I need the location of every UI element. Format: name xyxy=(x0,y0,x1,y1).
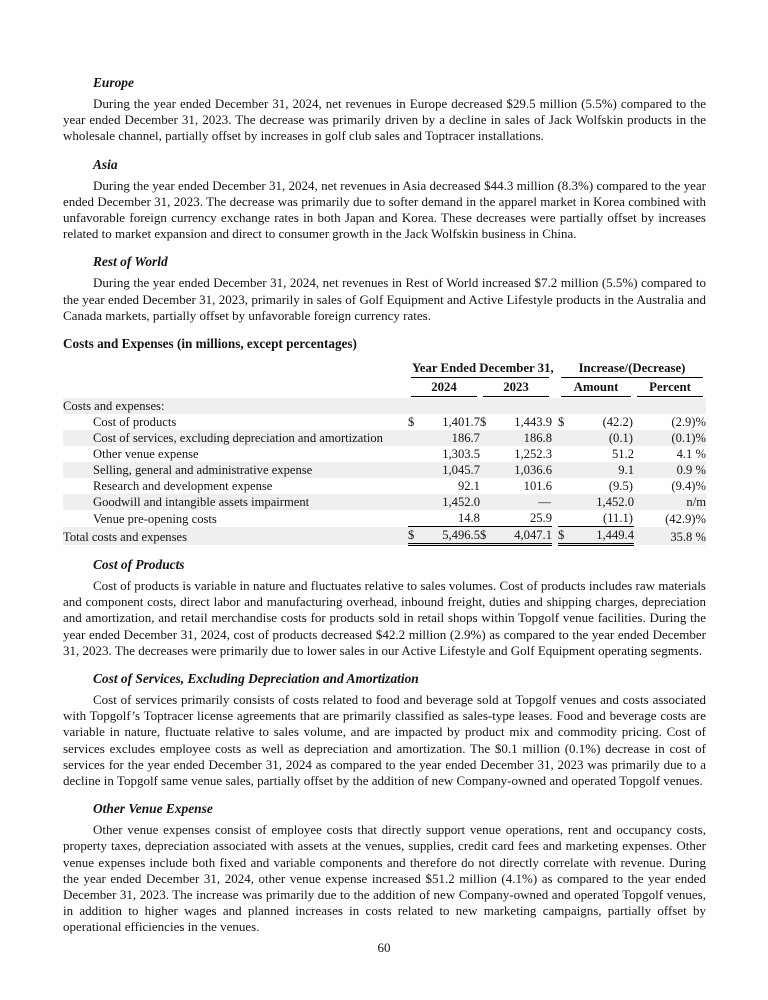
dollar-sign-2023 xyxy=(480,446,496,462)
column-header-2023 xyxy=(480,379,552,398)
section-heading: Cost of Products xyxy=(93,557,185,573)
table-row xyxy=(63,430,706,446)
value-2023: 1,036.6 xyxy=(514,463,552,478)
value-2023: — xyxy=(538,495,551,510)
table-row xyxy=(63,510,706,527)
column-header-percent xyxy=(634,379,706,398)
dollar-sign-amount xyxy=(558,430,574,446)
dollar-sign-amount xyxy=(558,446,574,462)
dollar-sign-2024 xyxy=(408,462,424,478)
section-paragraph: Cost of products is variable in nature and fluctuates relative to sales volumes. Cost of products includes raw materials and component costs, direct labor and manufacturing overhead, inbound freight, duties and shipping charges, depreciation and amortization, and retail merchandise costs for products sold in retail shops within Topgolf venue facilities. During the year ended December 31, 2024, cost of products decreased $42.2 million (2.9%) as compared to the year ended December 31, 2023. The decreases were primarily due to lower sales in our Active Lifestyle and Golf Equipment operating segments. xyxy=(63,578,706,658)
value-amount: 1,452.0 xyxy=(596,495,634,510)
header-group-year-ended xyxy=(408,360,552,379)
section-heading: Europe xyxy=(93,75,134,90)
value-amount: (42.2) xyxy=(602,415,633,430)
section-paragraph: Cost of services primarily consists of costs related to food and beverage sold at Topgolf venues and costs associated with Topgolf’s Toptracer license agreements that are primarily classified as sales-type leases. Food and beverage costs are variable in nature, fluctuate relative to sales volume, and are impacted by product mix and commodity pricing. Cost of services excludes employee costs as well as depreciation and amortization. The $0.1 million (0.1%) decrease in cost of services for the year ended December 31, 2024 as compared to the year ended December 31, 2023 was primarily due to a decline in Topgolf same venue sales, partially offset by the addition of new Company-owned and operated Topgolf venues. xyxy=(63,692,706,789)
dollar-sign-2024: $ xyxy=(407,415,415,430)
dollar-sign-2023 xyxy=(480,494,496,510)
narrative-sections-top xyxy=(63,74,706,324)
value-amount xyxy=(574,398,634,414)
value-2023 xyxy=(496,398,552,414)
value-2024: 1,303.5 xyxy=(442,447,480,462)
row-label: Other venue expense xyxy=(93,447,199,462)
header-year-ended-label: Year Ended December 31, xyxy=(411,361,549,378)
dollar-sign-2024 xyxy=(408,430,424,446)
column-header-percent-label: Percent xyxy=(637,380,703,397)
header-group-increase-decrease xyxy=(558,360,706,379)
dollar-sign-2023 xyxy=(480,510,496,527)
value-2023: 186.8 xyxy=(523,431,552,446)
value-percent: 0.9 % xyxy=(676,463,706,478)
row-label: Cost of services, excluding depreciation and amortization xyxy=(93,431,383,446)
value-percent xyxy=(634,398,706,414)
value-2024: 14.8 xyxy=(424,510,480,527)
value-2024: 1,401.7 xyxy=(442,415,480,430)
value-2023: 1,443.9 xyxy=(514,415,552,430)
row-label: Venue pre-opening costs xyxy=(93,511,217,526)
table-row xyxy=(63,527,706,545)
table-header xyxy=(63,360,706,398)
value-amount: (0.1) xyxy=(608,431,633,446)
value-2024: 5,496.5 xyxy=(424,527,480,545)
dollar-sign-2023 xyxy=(480,398,496,414)
table-row xyxy=(63,446,706,462)
section-europe xyxy=(63,74,706,145)
column-header-amount xyxy=(558,379,634,398)
section-paragraph: Other venue expenses consist of employee costs that directly support venue operations, rent and occupancy costs, property taxes, depreciation associated with assets at the venues, supplies, credit card fees and marketing expenses. Other venue expenses include both fixed and variable components and therefore do not directly correlate with revenue. During the year ended December 31, 2024, other venue expense increased $51.2 million (4.1%) as compared to the year ended December 31, 2023. The increase was primarily due to the addition of new Company-owned and operated Topgolf venues, in addition to higher wages and planned increases in costs related to new marketing campaigns, partially offset by operational efficiencies in the venues. xyxy=(63,822,706,935)
value-2024: 186.7 xyxy=(451,431,480,446)
table-row xyxy=(63,494,706,510)
row-label: Research and development expense xyxy=(93,479,273,494)
value-2024: 1,045.7 xyxy=(442,463,480,478)
dollar-sign-2023 xyxy=(480,478,496,494)
table-row xyxy=(63,414,706,430)
dollar-sign-2023: $ xyxy=(479,415,487,430)
value-2023: 25.9 xyxy=(496,510,552,527)
section-cost-of-services-excluding-depreciation-and-amortization xyxy=(63,670,706,789)
value-amount: (9.5) xyxy=(608,479,633,494)
costs-expenses-table xyxy=(63,360,706,546)
value-percent: n/m xyxy=(686,495,706,510)
dollar-sign-amount xyxy=(558,494,574,510)
row-label: Goodwill and intangible assets impairment xyxy=(93,495,310,510)
table-row xyxy=(63,478,706,494)
row-label: Cost of products xyxy=(93,415,177,430)
value-amount: (11.1) xyxy=(574,510,634,527)
header-columns-row xyxy=(63,379,706,398)
dollar-sign-2023 xyxy=(480,430,496,446)
table-row xyxy=(63,398,706,414)
column-header-2024-label: 2024 xyxy=(411,380,477,397)
value-percent: 35.8 % xyxy=(670,529,706,544)
header-increase-decrease-label: Increase/(Decrease) xyxy=(561,361,703,378)
value-2023: 4,047.1 xyxy=(496,527,552,545)
header-group-row xyxy=(63,360,706,379)
value-percent: (0.1)% xyxy=(671,431,706,446)
dollar-sign-2024 xyxy=(408,446,424,462)
section-rest-of-world xyxy=(63,253,706,324)
dollar-sign-amount xyxy=(558,478,574,494)
dollar-sign-amount: $ xyxy=(558,527,574,545)
section-heading: Asia xyxy=(93,156,118,172)
row-label: Total costs and expenses xyxy=(63,529,187,544)
value-amount: 51.2 xyxy=(611,447,634,462)
dollar-sign-2024 xyxy=(408,494,424,510)
value-2024: 92.1 xyxy=(457,479,480,494)
column-header-amount-label: Amount xyxy=(561,380,631,397)
section-paragraph: During the year ended December 31, 2024, net revenues in Rest of World increased $7.2 million (5.5%) compared to the year ended December 31, 2023, primarily in sales of Golf Equipment and Active Lifestyle products in the Australia and Canada markets, partially offset by unfavorable foreign currency rates. xyxy=(63,275,706,323)
table-row xyxy=(63,462,706,478)
value-2023: 101.6 xyxy=(523,479,552,494)
value-2024: 1,452.0 xyxy=(442,495,480,510)
row-label: Selling, general and administrative expense xyxy=(93,463,313,478)
row-label: Costs and expenses: xyxy=(63,399,165,414)
section-heading: Cost of Services, Excluding Depreciation and Amortization xyxy=(93,671,419,687)
section-heading: Rest of World xyxy=(93,254,168,270)
dollar-sign-amount xyxy=(558,462,574,478)
section-cost-of-products xyxy=(63,556,706,659)
dollar-sign-2024: $ xyxy=(408,527,424,545)
value-2023: 1,252.3 xyxy=(514,447,552,462)
dollar-sign-2024 xyxy=(408,478,424,494)
section-other-venue-expense xyxy=(63,800,706,935)
spacer-cell xyxy=(63,379,408,398)
value-2024 xyxy=(424,398,480,414)
spacer-cell xyxy=(63,360,408,379)
dollar-sign-2024 xyxy=(408,398,424,414)
dollar-sign-amount xyxy=(558,398,574,414)
narrative-sections-bottom xyxy=(63,556,706,936)
column-header-2024 xyxy=(408,379,480,398)
dollar-sign-2023 xyxy=(480,462,496,478)
page-number: 60 xyxy=(377,940,391,955)
value-amount: 9.1 xyxy=(618,463,634,478)
value-amount: 1,449.4 xyxy=(574,527,634,545)
section-heading: Other Venue Expense xyxy=(93,801,213,817)
value-percent: (2.9)% xyxy=(671,415,706,430)
dollar-sign-2024 xyxy=(408,510,424,527)
dollar-sign-2023: $ xyxy=(480,527,496,545)
section-asia xyxy=(63,156,706,243)
dollar-sign-amount xyxy=(558,510,574,527)
value-percent: 4.1 % xyxy=(676,447,706,462)
value-percent: (42.9)% xyxy=(665,511,706,526)
costs-and-expenses-heading: Costs and Expenses (in millions, except percentages) xyxy=(63,336,357,352)
value-percent: (9.4)% xyxy=(671,479,706,494)
column-header-2023-label: 2023 xyxy=(483,380,549,397)
section-paragraph: During the year ended December 31, 2024, net revenues in Europe decreased $29.5 million (5.5%) compared to the year ended December 31, 2023. The decrease was primarily driven by a decline in sales of Jack Wolfskin products in the wholesale channel, partially offset by increases in golf club sales and Toptracer installations. xyxy=(63,96,706,144)
dollar-sign-amount: $ xyxy=(558,415,565,430)
table-body xyxy=(63,398,706,545)
section-paragraph: During the year ended December 31, 2024, net revenues in Asia decreased $44.3 million (8.3%) compared to the year ended December 31, 2023. The decrease was primarily due to softer demand in the apparel market in Korea combined with unfavorable foreign currency exchange rates in both Japan and Korea. These decreases were partially offset by increases related to market expansion and direct to consumer growth in the Jack Wolfskin business in China. xyxy=(63,177,706,242)
